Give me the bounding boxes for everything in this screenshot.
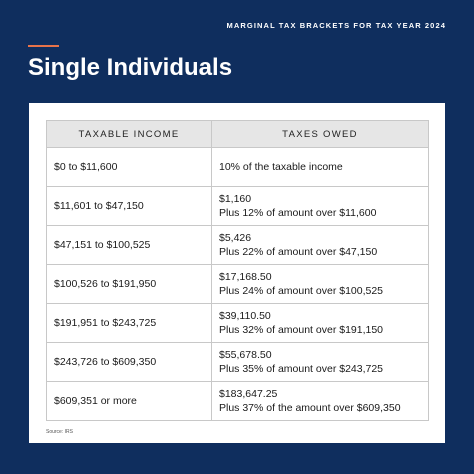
taxes-owed-cell: [212, 343, 429, 382]
table-row: [47, 265, 429, 304]
header-label: MARGINAL TAX BRACKETS FOR TAX YEAR 2024: [226, 21, 446, 30]
table-header-row: [47, 121, 429, 148]
table-row: [47, 304, 429, 343]
taxes-owed-rate: Plus 22% of amount over $47,150: [219, 246, 378, 258]
taxes-owed-cell: [212, 265, 429, 304]
taxes-owed-rate: Plus 24% of amount over $100,525: [219, 285, 384, 297]
taxable-income-cell: $243,726 to $609,350: [47, 343, 212, 382]
taxes-owed-cell: [212, 382, 429, 421]
taxes-owed-cell: [212, 148, 429, 187]
table-card: [29, 103, 445, 443]
column-header-taxable-income: TAXABLE INCOME: [47, 121, 212, 148]
accent-rule: [28, 45, 59, 47]
taxes-owed-base: $183,647.25: [219, 388, 278, 400]
page-title: Single Individuals: [28, 54, 233, 81]
taxes-owed-rate: Plus 12% of amount over $11,600: [219, 207, 377, 219]
taxable-income-cell: $11,601 to $47,150: [47, 187, 212, 226]
taxable-income-cell: $100,526 to $191,950: [47, 265, 212, 304]
table-row: [47, 343, 429, 382]
column-header-taxes-owed: TAXES OWED: [212, 121, 429, 148]
taxes-owed-base: $5,426: [219, 232, 252, 244]
taxes-owed-cell: [212, 187, 429, 226]
table-row: [47, 226, 429, 265]
taxes-owed-rate: Plus 37% of the amount over $609,350: [219, 402, 401, 414]
taxes-owed-line: 10% of the taxable income: [219, 161, 343, 173]
taxes-owed-cell: [212, 304, 429, 343]
taxes-owed-rate: Plus 35% of amount over $243,725: [219, 363, 384, 375]
taxes-owed-base: $1,160: [219, 193, 252, 205]
taxes-owed-base: $55,678.50: [219, 349, 272, 361]
taxes-owed-base: $17,168.50: [219, 271, 272, 283]
table-row: [47, 187, 429, 226]
taxable-income-cell: $47,151 to $100,525: [47, 226, 212, 265]
table-row: [47, 382, 429, 421]
taxable-income-cell: $191,951 to $243,725: [47, 304, 212, 343]
source-note: Source: IRS: [46, 429, 73, 435]
taxes-owed-rate: Plus 32% of amount over $191,150: [219, 324, 384, 336]
taxable-income-cell: $609,351 or more: [47, 382, 212, 421]
table-row: [47, 148, 429, 187]
tax-brackets-table: [46, 120, 429, 421]
taxable-income-cell: $0 to $11,600: [47, 148, 212, 187]
taxes-owed-base: $39,110.50: [219, 310, 271, 322]
taxes-owed-cell: [212, 226, 429, 265]
